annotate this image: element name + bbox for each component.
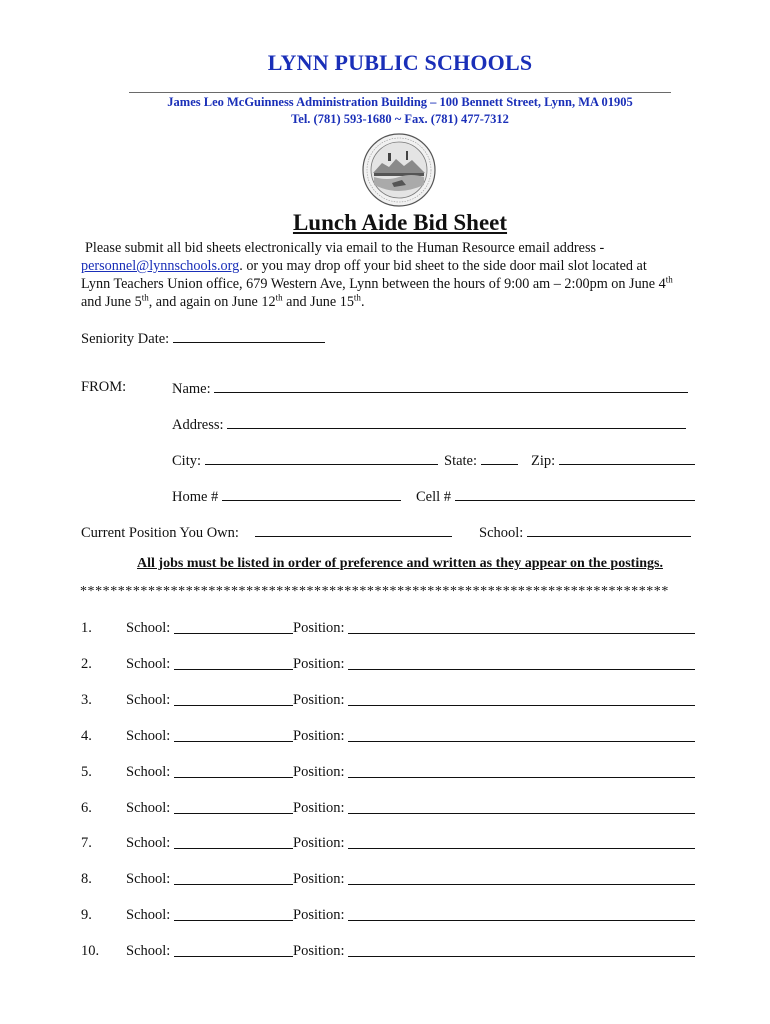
home-phone-blank[interactable] (222, 487, 401, 501)
org-title: LYNN PUBLIC SCHOOLS (267, 50, 533, 75)
position-label: Position: (293, 655, 345, 672)
position-label: Position: (293, 835, 345, 852)
instructions-line-2: personnel@lynnschools.org. or you may drop off your bid sheet to the side door mail slot located at (81, 258, 647, 274)
preference-number: 9. (81, 907, 92, 924)
preference-row (81, 620, 701, 638)
school-label: School: (126, 655, 171, 672)
email-link[interactable]: personnel@lynnschools.org (81, 258, 240, 274)
preference-number: 10. (81, 943, 100, 960)
position-blank[interactable] (348, 835, 695, 849)
preference-number: 3. (81, 691, 92, 708)
school-label: School: (126, 799, 171, 816)
position-blank[interactable] (348, 943, 695, 957)
asterisk-separator: ****************************************************************************** (80, 584, 669, 599)
position-blank[interactable] (348, 656, 695, 670)
address-blank[interactable] (227, 415, 686, 429)
position-blank[interactable] (348, 871, 695, 885)
school-label: School: (126, 907, 171, 924)
preference-row (81, 835, 701, 853)
cell-phone-field[interactable]: Cell # (416, 487, 695, 506)
name-field[interactable]: Name: (172, 379, 688, 398)
school-blank[interactable] (174, 800, 293, 814)
preference-number: 5. (81, 763, 92, 780)
school-label: School: (126, 620, 171, 636)
header-address: James Leo McGuinness Administration Building – 100 Bennett Street, Lynn, MA 01905 (167, 95, 633, 109)
header-divider (129, 92, 671, 93)
preference-notice: All jobs must be listed in order of preference and written as they appear on the postings. (137, 556, 663, 571)
position-label: Position: (293, 691, 345, 708)
preference-row (81, 656, 701, 674)
instructions-line-3: Lynn Teachers Union office, 679 Western Ave, Lynn between the hours of 9:00 am – 2:00pm on June 4th (81, 274, 673, 292)
school-blank[interactable] (174, 871, 293, 885)
position-label: Position: (293, 943, 345, 960)
school-blank[interactable] (174, 943, 293, 957)
preference-number: 4. (81, 727, 92, 744)
current-school-field[interactable]: School: (479, 523, 691, 542)
city-field[interactable]: City: (172, 451, 438, 470)
instructions-paragraph (81, 239, 721, 311)
preference-number: 2. (81, 655, 92, 672)
position-label: Position: (293, 620, 345, 636)
school-label: School: (126, 943, 171, 960)
school-blank[interactable] (174, 656, 293, 670)
school-label: School: (126, 835, 171, 852)
seniority-date-field[interactable]: Seniority Date: (81, 329, 325, 348)
instructions-line-4: and June 5th, and again on June 12th and June 15th. (81, 292, 365, 310)
preference-row (81, 692, 701, 710)
position-blank[interactable] (348, 800, 695, 814)
position-blank[interactable] (348, 620, 695, 634)
state-blank[interactable] (481, 451, 518, 465)
header-phone-fax: Tel. (781) 593-1680 ~ Fax. (781) 477-7312 (291, 112, 509, 126)
school-blank[interactable] (174, 764, 293, 778)
instructions-line-1: Please submit all bid sheets electronically via email to the Human Resource email address - (85, 240, 605, 256)
preference-row (81, 728, 701, 746)
school-blank[interactable] (174, 620, 293, 634)
zip-blank[interactable] (559, 451, 695, 465)
school-label: School: (126, 871, 171, 888)
school-blank[interactable] (174, 692, 293, 706)
preference-number: 1. (81, 620, 92, 636)
home-phone-field[interactable]: Home # (172, 487, 401, 506)
name-blank[interactable] (214, 379, 688, 393)
seniority-date-blank[interactable] (173, 329, 325, 343)
current-position-field[interactable]: Current Position You Own: (81, 523, 452, 542)
cell-phone-blank[interactable] (455, 487, 695, 501)
preference-number: 6. (81, 799, 92, 816)
school-label: School: (126, 691, 171, 708)
current-school-blank[interactable] (527, 523, 691, 537)
preference-row (81, 800, 701, 818)
school-blank[interactable] (174, 907, 293, 921)
position-label: Position: (293, 727, 345, 744)
zip-field[interactable]: Zip: (531, 451, 695, 470)
position-blank[interactable] (348, 764, 695, 778)
document-title: Lunch Aide Bid Sheet (292, 210, 508, 235)
preference-row (81, 907, 701, 925)
position-blank[interactable] (348, 692, 695, 706)
preference-number: 8. (81, 871, 92, 888)
state-field[interactable]: State: (444, 451, 518, 470)
from-label: FROM: (81, 379, 127, 395)
position-label: Position: (293, 907, 345, 924)
school-blank[interactable] (174, 835, 293, 849)
address-field[interactable]: Address: (172, 415, 686, 434)
school-label: School: (126, 763, 171, 780)
preference-row (81, 871, 701, 889)
position-blank[interactable] (348, 728, 695, 742)
city-blank[interactable] (205, 451, 438, 465)
city-seal-icon (362, 133, 436, 207)
preference-row (81, 943, 701, 961)
position-blank[interactable] (348, 907, 695, 921)
position-label: Position: (293, 799, 345, 816)
current-position-blank[interactable] (255, 523, 452, 537)
position-label: Position: (293, 871, 345, 888)
preference-number: 7. (81, 835, 92, 852)
school-label: School: (126, 727, 171, 744)
position-label: Position: (293, 763, 345, 780)
school-blank[interactable] (174, 728, 293, 742)
preference-row (81, 764, 701, 782)
